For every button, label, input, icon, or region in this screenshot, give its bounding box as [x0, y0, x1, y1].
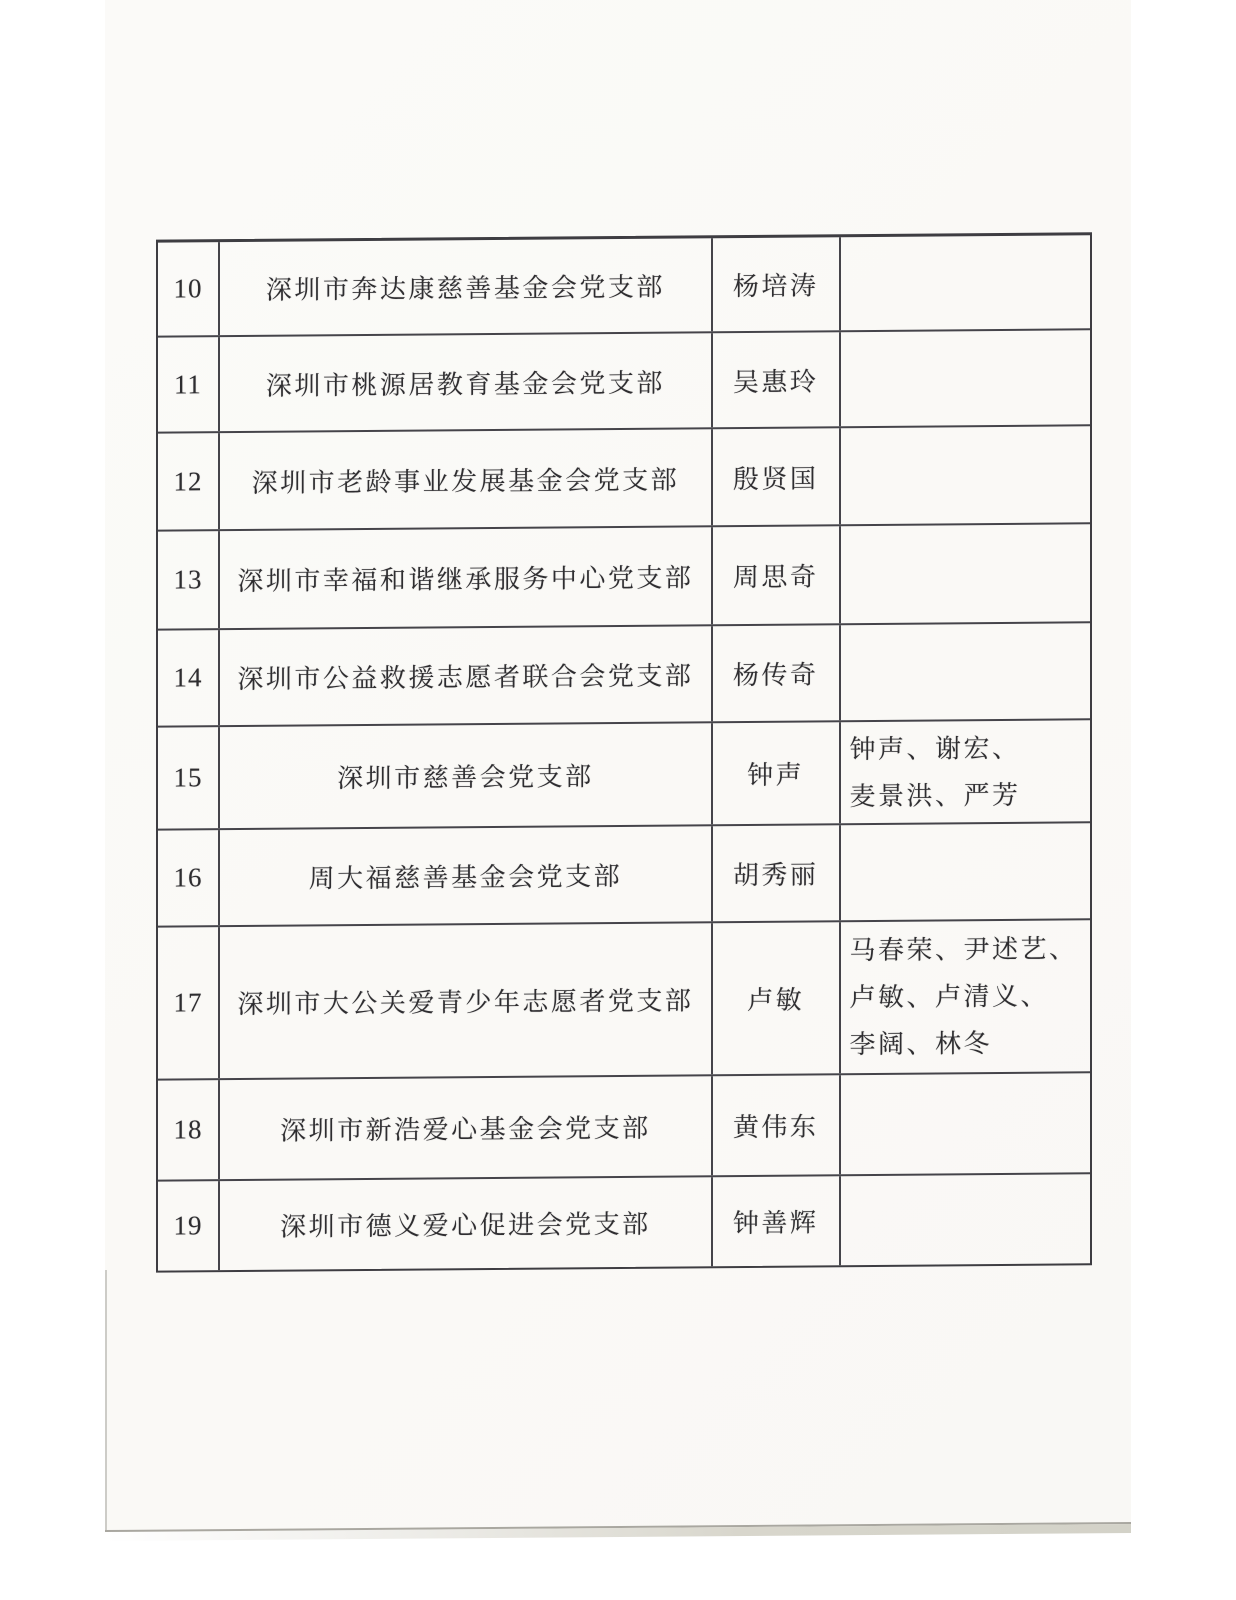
table-row [158, 623, 1090, 727]
secretary-name: 杨传奇 [713, 625, 841, 721]
secretary-name: 周思奇 [713, 526, 841, 624]
organization-name: 深圳市老龄事业发展基金会党支部 [220, 429, 713, 529]
row-number: 10 [158, 242, 220, 335]
committee-line: 钟声、谢宏、 [849, 733, 1021, 764]
row-number: 17 [158, 927, 220, 1078]
organization-name: 深圳市大公关爱青少年志愿者党支部 [220, 923, 713, 1078]
table-row [158, 426, 1090, 531]
organization-name: 深圳市德义爱心促进会党支部 [220, 1177, 713, 1270]
committee-line: 麦景洪、严芳 [849, 780, 1021, 811]
secretary-name: 钟善辉 [713, 1176, 841, 1266]
row-number: 15 [158, 727, 220, 828]
secretary-name: 卢敏 [713, 922, 841, 1074]
row-number: 12 [158, 433, 220, 529]
secretary-name: 殷贤国 [713, 428, 841, 525]
row-number: 13 [158, 531, 220, 628]
secretary-name: 钟声 [713, 722, 841, 824]
paper-left-edge [105, 1270, 107, 1532]
organization-name: 深圳市桃源居教育基金会党支部 [220, 333, 713, 431]
secretary-name: 黄伟东 [713, 1075, 841, 1175]
organization-name: 周大福慈善基金会党支部 [220, 826, 713, 925]
row-number: 19 [158, 1181, 220, 1270]
organization-name: 深圳市奔达康慈善基金会党支部 [220, 238, 713, 335]
committee-members [841, 720, 1090, 823]
committee-members [841, 426, 1090, 524]
table-row [158, 1174, 1090, 1270]
secretary-name: 杨培涛 [713, 237, 841, 331]
table-row [158, 524, 1090, 630]
row-number: 16 [158, 830, 220, 925]
table-row [158, 720, 1090, 830]
roster-table [156, 232, 1092, 1272]
row-number: 11 [158, 337, 220, 431]
table-row [158, 330, 1090, 433]
organization-name: 深圳市新浩爱心基金会党支部 [220, 1076, 713, 1179]
row-number: 18 [158, 1080, 220, 1179]
committee-line: 卢敏、卢清义、 [849, 981, 1050, 1013]
paper-sheet [105, 0, 1131, 1532]
table-row [158, 920, 1090, 1080]
secretary-name: 胡秀丽 [713, 825, 841, 921]
committee-members [841, 524, 1090, 623]
table-row [158, 1073, 1090, 1181]
committee-members [841, 823, 1090, 920]
committee-members [841, 330, 1090, 426]
committee-members [841, 1174, 1090, 1265]
committee-members [841, 235, 1090, 330]
committee-members [841, 623, 1090, 720]
organization-name: 深圳市公益救援志愿者联合会党支部 [220, 626, 713, 725]
organization-name: 深圳市幸福和谐继承服务中心党支部 [220, 527, 713, 628]
committee-line: 李阔、林冬 [849, 1029, 993, 1060]
row-number: 14 [158, 630, 220, 725]
organization-name: 深圳市慈善会党支部 [220, 723, 713, 828]
committee-members [841, 920, 1090, 1073]
table-row [158, 823, 1090, 927]
secretary-name: 吴惠玲 [713, 332, 841, 427]
committee-line: 马春荣、尹述艺、 [849, 934, 1078, 966]
committee-members [841, 1073, 1090, 1174]
table-row [158, 235, 1090, 337]
